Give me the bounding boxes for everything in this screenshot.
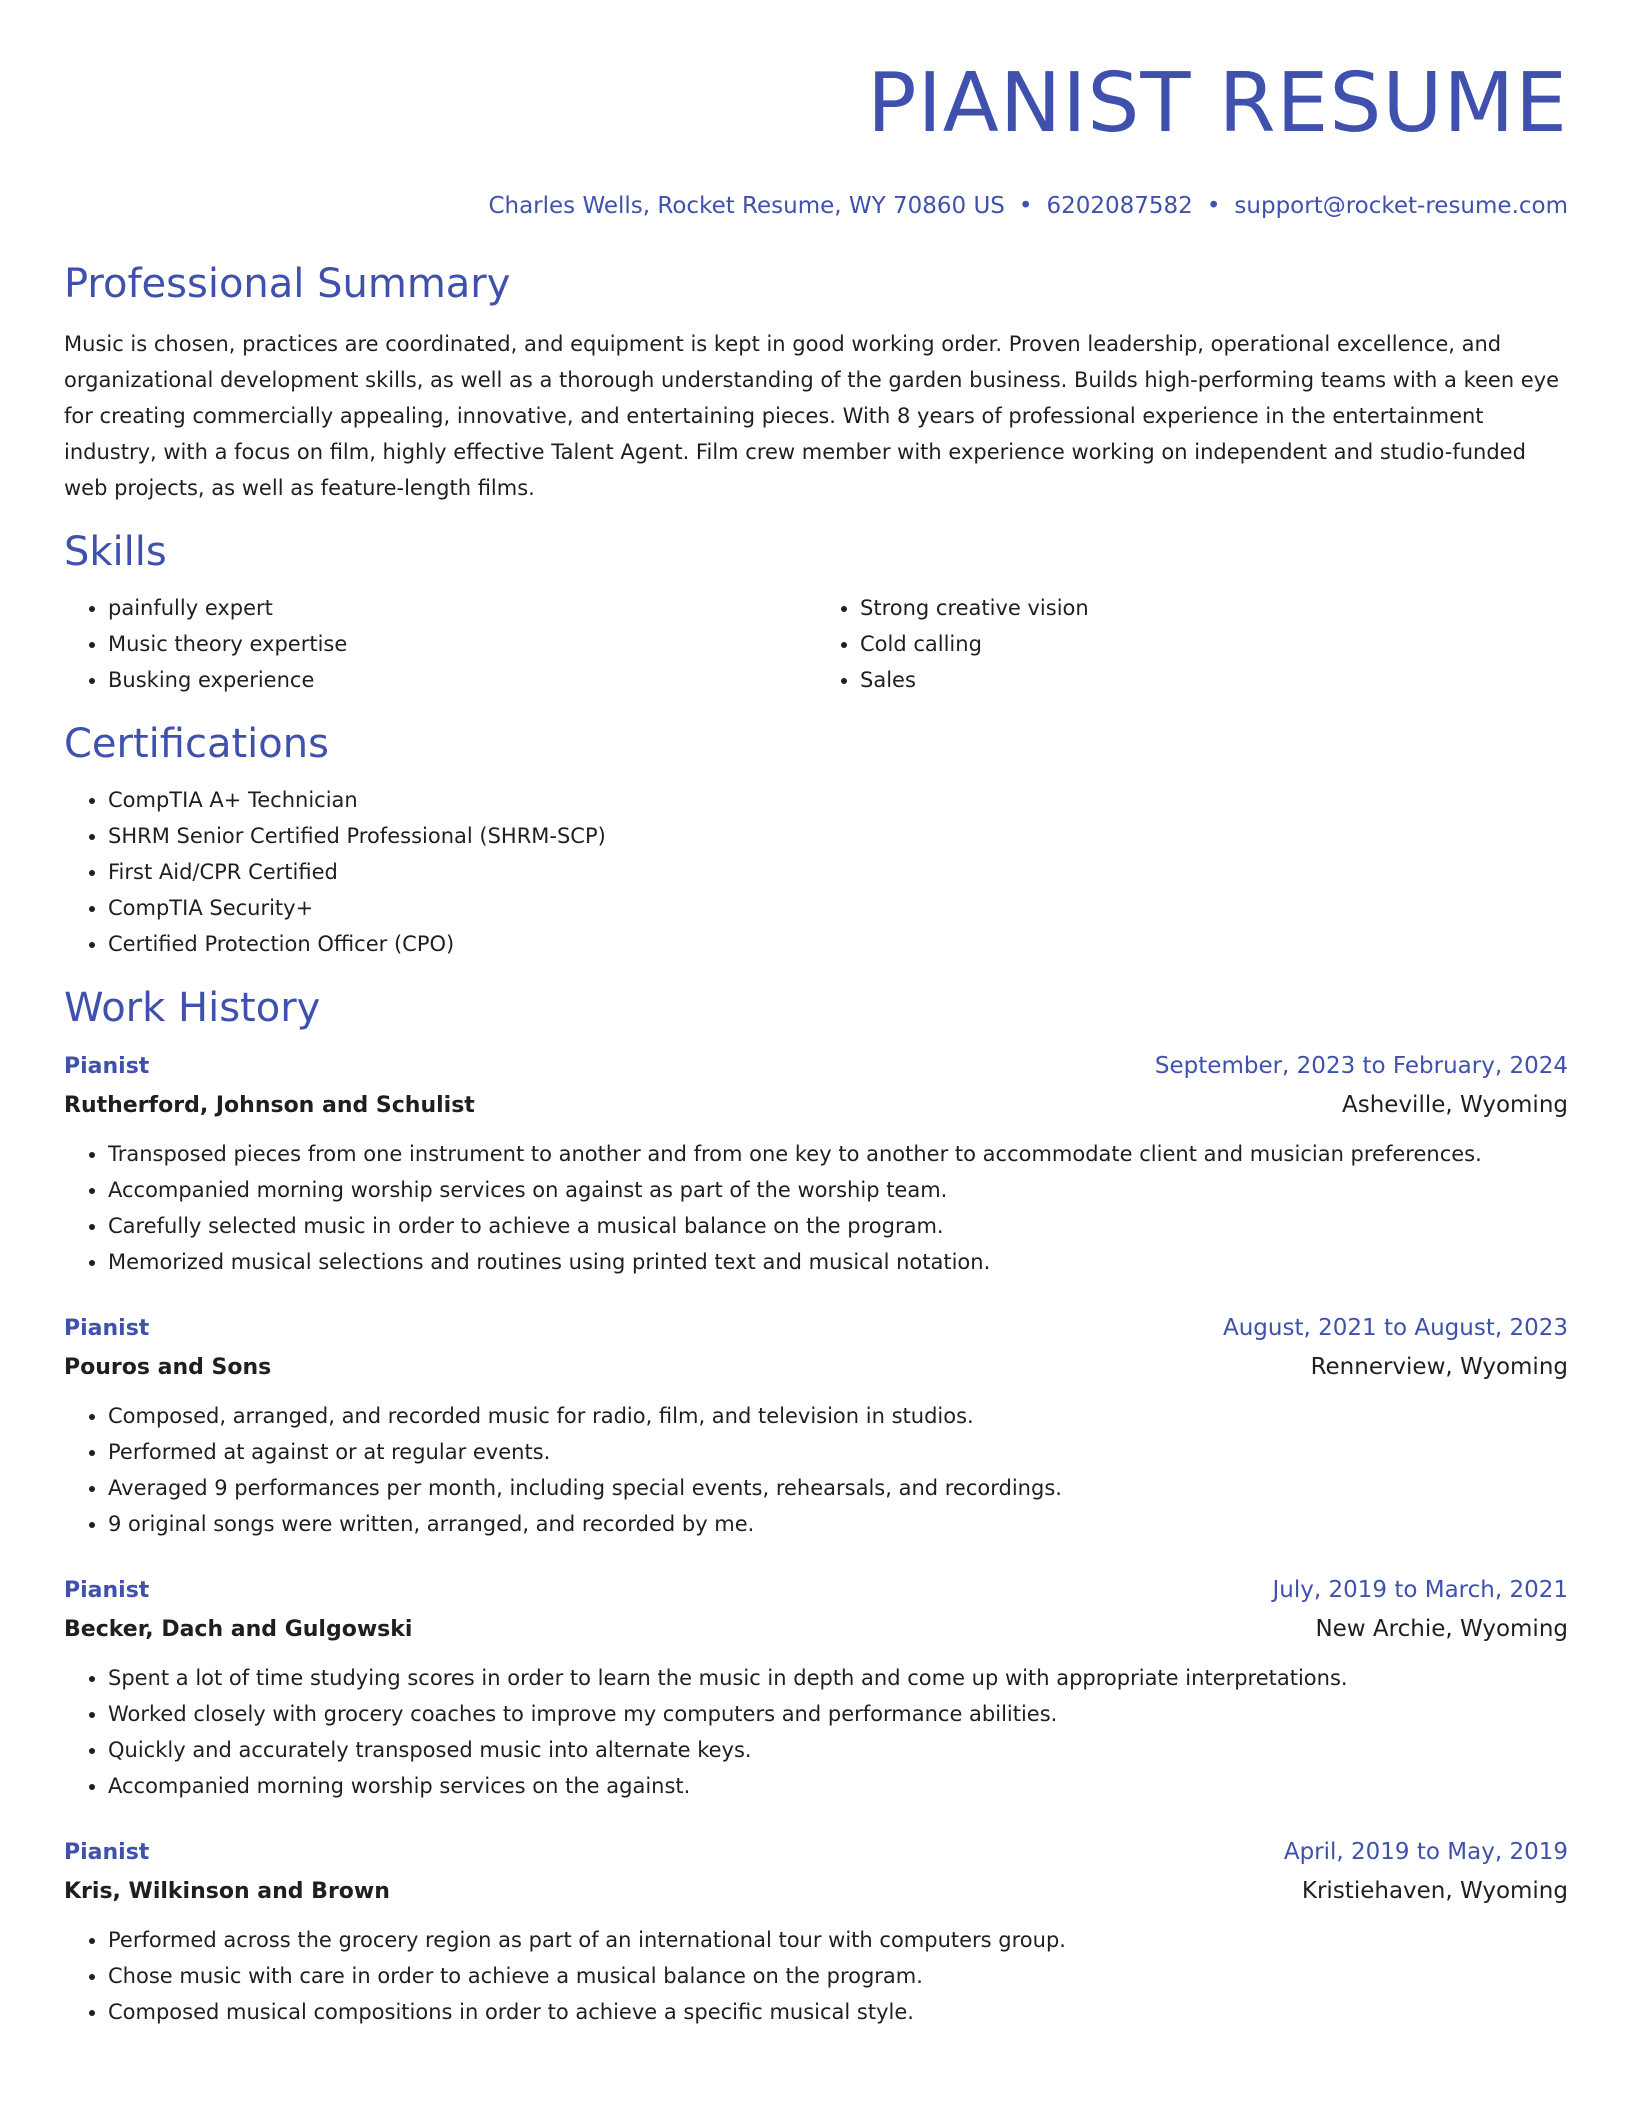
job-bullet: • Worked closely with grocery coaches to improve my computers and performance abilities.: [108, 1696, 1568, 1732]
job-bullet: • Performed across the grocery region as part of an international tour with computers group.: [108, 1922, 1568, 1958]
job-entry: [64, 1572, 1568, 1804]
job-location: Asheville, Wyoming: [1342, 1092, 1568, 1118]
job-bullet: • Composed musical compositions in order to achieve a specific musical style.: [108, 1994, 1568, 2030]
job-bullet: • Accompanied morning worship services on against as part of the worship team.: [108, 1172, 1568, 1208]
certification-item: • SHRM Senior Certified Professional (SHRM-SCP): [108, 818, 1568, 854]
job-header: [64, 1310, 1568, 1347]
job-bullet: • 9 original songs were written, arranged, and recorded by me.: [108, 1506, 1568, 1542]
certification-item: • CompTIA Security+: [108, 890, 1568, 926]
job-bullet: • Transposed pieces from one instrument to another and from one key to another to accommodate client and musician preferences.: [108, 1136, 1568, 1172]
job-bullet: • Accompanied morning worship services on the against.: [108, 1768, 1568, 1804]
job-subheader: [64, 1871, 1568, 1912]
job-bullet: • Quickly and accurately transposed music into alternate keys.: [108, 1732, 1568, 1768]
certifications-list: [64, 782, 1568, 962]
job-title: Pianist: [64, 1316, 150, 1341]
contact-phone[interactable]: 6202087582: [1046, 193, 1193, 219]
skills-heading: Skills: [64, 529, 167, 575]
job-entry: [64, 1048, 1568, 1280]
job-dates: July, 2019 to March, 2021: [1272, 1577, 1568, 1603]
job-location: Rennerview, Wyoming: [1310, 1354, 1568, 1380]
summary-heading: Professional Summary: [64, 261, 511, 307]
contact-separator: •: [1018, 193, 1033, 219]
job-dates: September, 2023 to February, 2024: [1154, 1053, 1568, 1079]
skills-section: [64, 528, 1568, 698]
summary-text: Music is chosen, practices are coordinated, and equipment is kept in good working order. Proven leadership, operational excellence, and organizational development skills, as well as a thorough understanding of the garden business. Builds high-performing teams with a keen eye for creating commercially appealing, innovative, and entertaining pieces. With 8 years of professional experience in the entertainment industry, with a focus on film, highly effective Talent Agent. Film crew member with experience working on independent and studio-funded web projects, as well as feature-length films.: [64, 332, 1560, 500]
job-header: [64, 1048, 1568, 1085]
job-header: [64, 1834, 1568, 1871]
job-subheader: [64, 1347, 1568, 1388]
contact-separator: •: [1206, 193, 1221, 219]
job-location: Kristiehaven, Wyoming: [1301, 1878, 1568, 1904]
job-bullet: • Memorized musical selections and routines using printed text and musical notation.: [108, 1244, 1568, 1280]
job-company: Pouros and Sons: [64, 1355, 272, 1380]
skill-item: • Cold calling: [860, 626, 1568, 662]
work-history-section: [64, 984, 1568, 2030]
job-subheader: [64, 1085, 1568, 1126]
certifications-heading: Certifications: [64, 721, 329, 767]
skills-list-right: [816, 590, 1568, 698]
job-bullet: • Chose music with care in order to achieve a musical balance on the program.: [108, 1958, 1568, 1994]
job-bullets: [64, 1660, 1568, 1804]
job-entry: [64, 1834, 1568, 2030]
job-dates: April, 2019 to May, 2019: [1283, 1839, 1568, 1865]
certification-item: • First Aid/CPR Certified: [108, 854, 1568, 890]
job-title: Pianist: [64, 1840, 150, 1865]
contact-email[interactable]: support@rocket-resume.com: [1234, 193, 1568, 219]
skill-item: • Strong creative vision: [860, 590, 1568, 626]
job-subheader: [64, 1609, 1568, 1650]
skill-item: • Sales: [860, 662, 1568, 698]
job-bullet: • Composed, arranged, and recorded music for radio, film, and television in studios.: [108, 1398, 1568, 1434]
contact-address: Charles Wells, Rocket Resume, WY 70860 US: [488, 193, 1005, 219]
certification-item: • CompTIA A+ Technician: [108, 782, 1568, 818]
job-header: [64, 1572, 1568, 1609]
summary-section: [64, 260, 1568, 506]
job-dates: August, 2021 to August, 2023: [1223, 1315, 1568, 1341]
skills-list-left: [64, 590, 816, 698]
job-title: Pianist: [64, 1054, 150, 1079]
job-entry: [64, 1310, 1568, 1542]
job-bullets: [64, 1922, 1568, 2030]
job-bullet: • Carefully selected music in order to achieve a musical balance on the program.: [108, 1208, 1568, 1244]
skills-columns: [64, 590, 1568, 698]
certification-item: • Certified Protection Officer (CPO): [108, 926, 1568, 962]
skill-item: • Music theory expertise: [108, 626, 816, 662]
job-bullet: • Averaged 9 performances per month, including special events, rehearsals, and recordings.: [108, 1470, 1568, 1506]
job-location: New Archie, Wyoming: [1315, 1616, 1568, 1642]
job-company: Rutherford, Johnson and Schulist: [64, 1093, 475, 1118]
resume-title: PIANIST RESUME: [867, 56, 1568, 151]
job-title: Pianist: [64, 1578, 150, 1603]
skill-item: • Busking experience: [108, 662, 816, 698]
job-company: Becker, Dach and Gulgowski: [64, 1617, 413, 1642]
job-bullet: • Performed at against or at regular events.: [108, 1434, 1568, 1470]
job-bullet: • Spent a lot of time studying scores in order to learn the music in depth and come up with appropriate interpretations.: [108, 1660, 1568, 1696]
job-bullets: [64, 1398, 1568, 1542]
skill-item: • painfully expert: [108, 590, 816, 626]
certifications-section: [64, 720, 1568, 962]
contact-line: [64, 190, 1568, 222]
job-company: Kris, Wilkinson and Brown: [64, 1879, 390, 1904]
job-bullets: [64, 1136, 1568, 1280]
work-history-heading: Work History: [64, 985, 321, 1031]
